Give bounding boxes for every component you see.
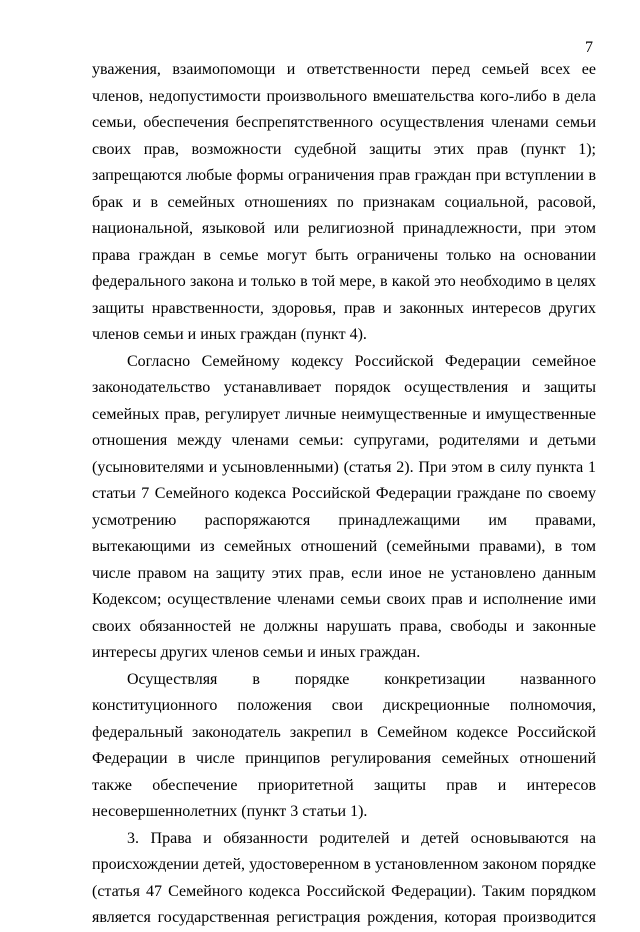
paragraph-2: Согласно Семейному кодексу Российской Федерации семейное законодательство устанавливает порядок осуществления и защиты семейных прав, регулирует личные неимущественные и имущественные отношения между членами семьи: супругами, родителями и детьми (усыновителями и усыновленными) (статья 2). При этом в силу пункта 1 статьи 7 Семейного кодекса Российской Федерации граждане по своему усмотрению распоряжаются принадлежащими им правами, вытекающими из семейных отношений (семейными правами), в том числе правом на защиту этих прав, если иное не установлено данным Кодексом; осуществление членами семьи своих прав и исполнение ими своих обязанностей не должны нарушать права, свободы и законные интересы других членов семьи и иных граждан.	[92, 352, 596, 661]
paragraph-3: Осуществляя в порядке конкретизации названного конституционного положения свои дискреционные полномочия, федеральный законодатель закрепил в Семейном кодексе Российской Федерации в числе принципов регулирования семейных отношений также обеспечение приоритетной защиты прав и интересов несовершеннолетних (пункт 3 статьи 1).	[92, 670, 596, 820]
paragraph-4: 3. Права и обязанности родителей и детей основываются на происхождении детей, удостоверенном в установленном законом порядке (статья 47 Семейного кодекса Российской Федерации). Таким порядком является государственная регистрация рождения, которая производится	[92, 829, 596, 926]
paragraph-1: уважения, взаимопомощи и ответственности перед семьей всех ее членов, недопустимости произвольного вмешательства кого-либо в дела семьи, обеспечения беспрепятственного осуществления членами семьи своих прав, возможности судебной защиты этих прав (пункт 1); запрещаются любые формы ограничения прав граждан при вступлении в брак и в семейных отношениях по признакам социальной, расовой, национальной, языковой или религиозной принадлежности, при этом права граждан в семье могут быть ограничены только на основании федерального закона и только в той мере, в какой это необходимо в целях защиты нравственности, здоровья, прав и законных интересов других членов семьи и иных граждан (пункт 4).	[92, 61, 596, 343]
page-number: 7	[585, 39, 593, 56]
body-text	[92, 57, 596, 932]
